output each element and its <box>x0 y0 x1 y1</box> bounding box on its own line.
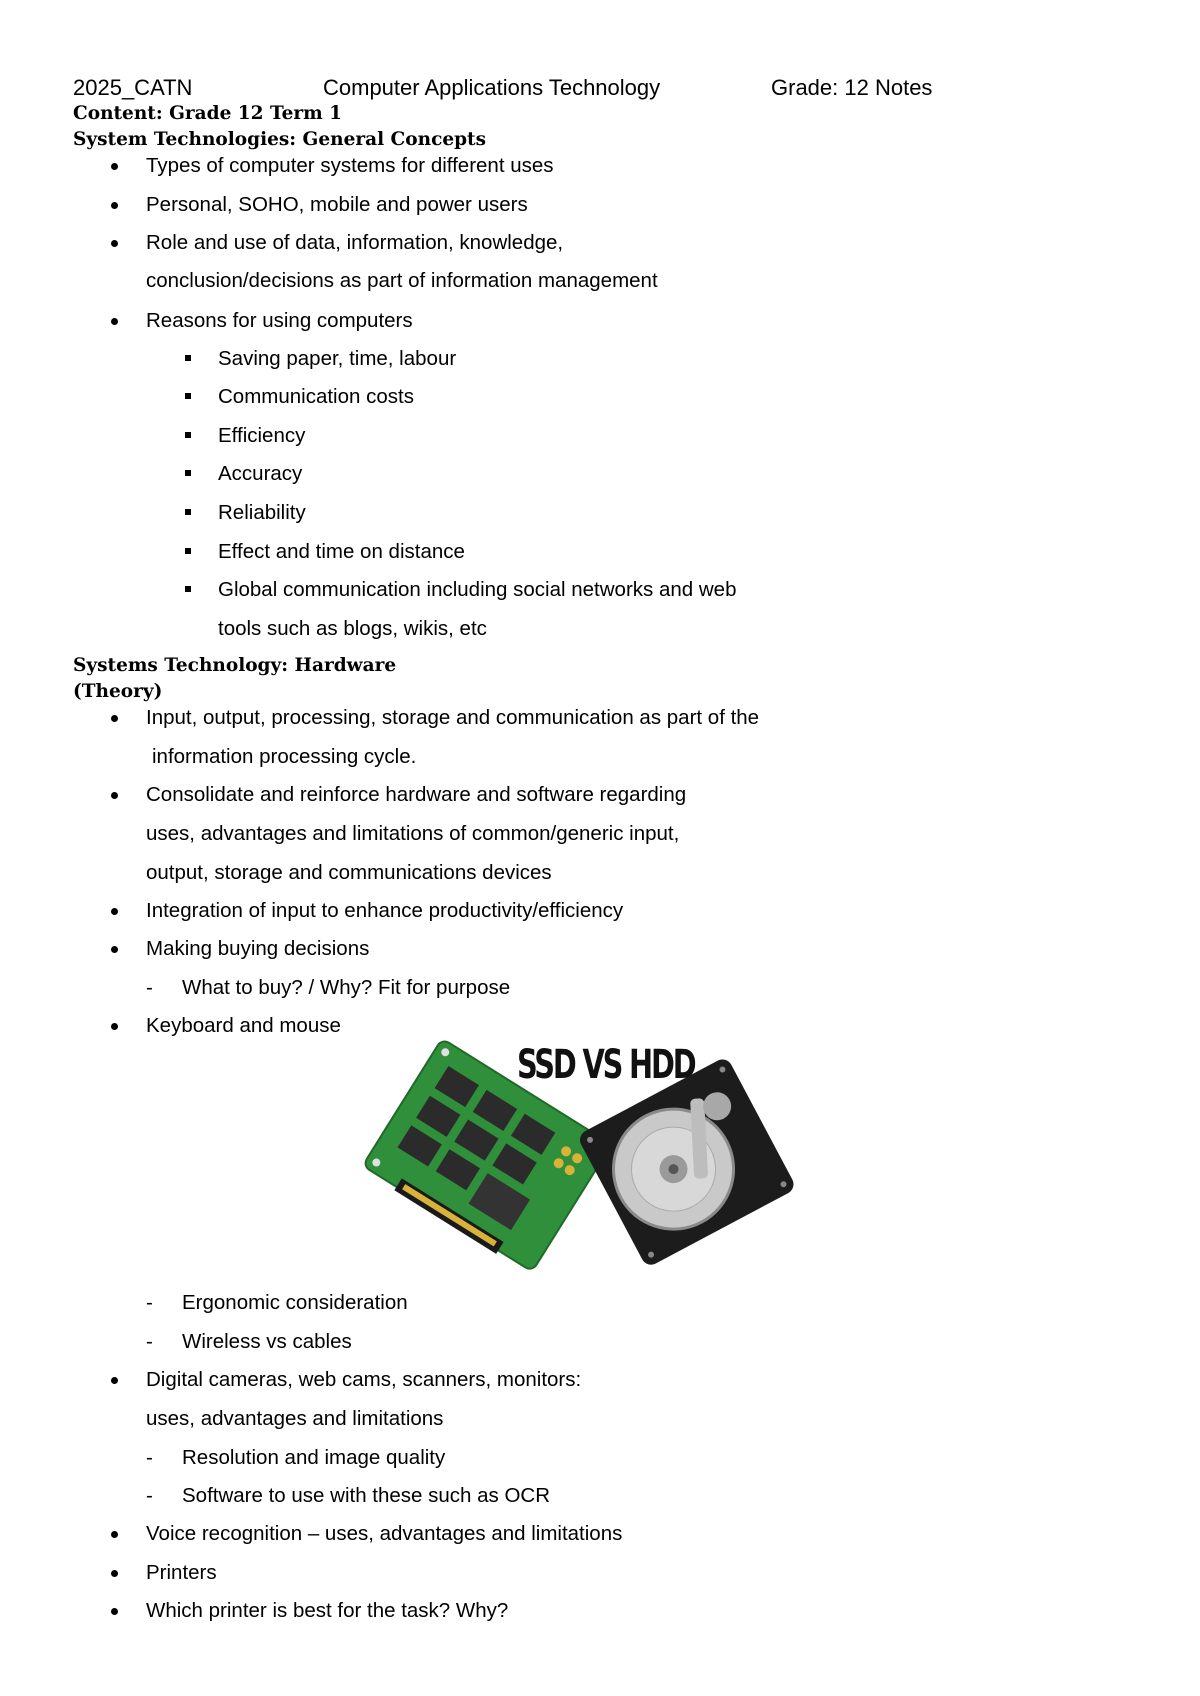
sub-list-item-continuation: tools such as blogs, wikis, etc <box>218 617 487 640</box>
dash-marker: - <box>146 1446 153 1469</box>
sub-list-item: Resolution and image quality <box>182 1446 446 1469</box>
hardware-heading: Systems Technology: Hardware <box>73 655 397 676</box>
list-item: Making buying decisions <box>146 937 370 960</box>
bullet-icon <box>111 163 118 170</box>
dash-marker: - <box>146 1484 153 1507</box>
general-concepts-heading: System Technologies: General Concepts <box>73 129 486 150</box>
grade-label: Grade: 12 Notes <box>771 75 933 100</box>
list-item: Voice recognition – uses, advantages and limitations <box>146 1522 623 1545</box>
theory-heading: (Theory) <box>73 681 163 702</box>
list-item: Which printer is best for the task? Why? <box>146 1599 509 1622</box>
dash-marker: - <box>146 976 153 999</box>
list-item: Reasons for using computers <box>146 309 413 332</box>
list-item-continuation: output, storage and communications devices <box>146 861 552 884</box>
list-item: Digital cameras, web cams, scanners, monitors: <box>146 1368 582 1391</box>
square-bullet-icon <box>185 393 191 399</box>
image-caption: SSD VS HDD <box>517 1042 695 1088</box>
course-code: 2025_CATN <box>73 75 193 100</box>
sub-list-item: Wireless vs cables <box>182 1330 352 1353</box>
sub-list-item: Saving paper, time, labour <box>218 347 457 370</box>
list-item: Printers <box>146 1561 217 1584</box>
bullet-icon <box>111 1023 118 1030</box>
list-item: Types of computer systems for different uses <box>146 154 554 177</box>
ssd-vs-hdd-image <box>360 1040 800 1270</box>
bullet-icon <box>111 946 118 953</box>
sub-list-item: Global communication including social networks and web <box>218 578 737 601</box>
bullet-icon <box>111 1377 118 1384</box>
list-item-continuation: conclusion/decisions as part of information management <box>146 269 658 292</box>
bullet-icon <box>111 1570 118 1577</box>
content-heading: Content: Grade 12 Term 1 <box>73 103 343 124</box>
list-item: Input, output, processing, storage and communication as part of the <box>146 706 760 729</box>
sub-list-item: Communication costs <box>218 385 414 408</box>
bullet-icon <box>111 240 118 247</box>
square-bullet-icon <box>185 548 191 554</box>
sub-list-item: What to buy? / Why? Fit for purpose <box>182 976 511 999</box>
list-item: Consolidate and reinforce hardware and software regarding <box>146 783 687 806</box>
list-item-continuation: uses, advantages and limitations of common/generic input, <box>146 822 680 845</box>
list-item: Role and use of data, information, knowledge, <box>146 231 564 254</box>
sub-list-item: Accuracy <box>218 462 303 485</box>
list-item-continuation: uses, advantages and limitations <box>146 1407 444 1430</box>
square-bullet-icon <box>185 355 191 361</box>
bullet-icon <box>111 318 118 325</box>
square-bullet-icon <box>185 470 191 476</box>
sub-list-item: Efficiency <box>218 424 306 447</box>
sub-list-item: Reliability <box>218 501 306 524</box>
dash-marker: - <box>146 1291 153 1314</box>
sub-list-item: Ergonomic consideration <box>182 1291 408 1314</box>
list-item: Personal, SOHO, mobile and power users <box>146 193 528 216</box>
bullet-icon <box>111 908 118 915</box>
square-bullet-icon <box>185 586 191 592</box>
list-item: Keyboard and mouse <box>146 1014 341 1037</box>
bullet-icon <box>111 1608 118 1615</box>
dash-marker: - <box>146 1330 153 1353</box>
sub-list-item: Software to use with these such as OCR <box>182 1484 551 1507</box>
page-header <box>73 72 1133 104</box>
bullet-icon <box>111 202 118 209</box>
subject-title: Computer Applications Technology <box>323 75 661 100</box>
list-item: Integration of input to enhance productivity/efficiency <box>146 899 624 922</box>
list-item-continuation: information processing cycle. <box>152 745 417 768</box>
bullet-icon <box>111 792 118 799</box>
square-bullet-icon <box>185 432 191 438</box>
bullet-icon <box>111 715 118 722</box>
square-bullet-icon <box>185 509 191 515</box>
sub-list-item: Effect and time on distance <box>218 540 465 563</box>
bullet-icon <box>111 1531 118 1538</box>
